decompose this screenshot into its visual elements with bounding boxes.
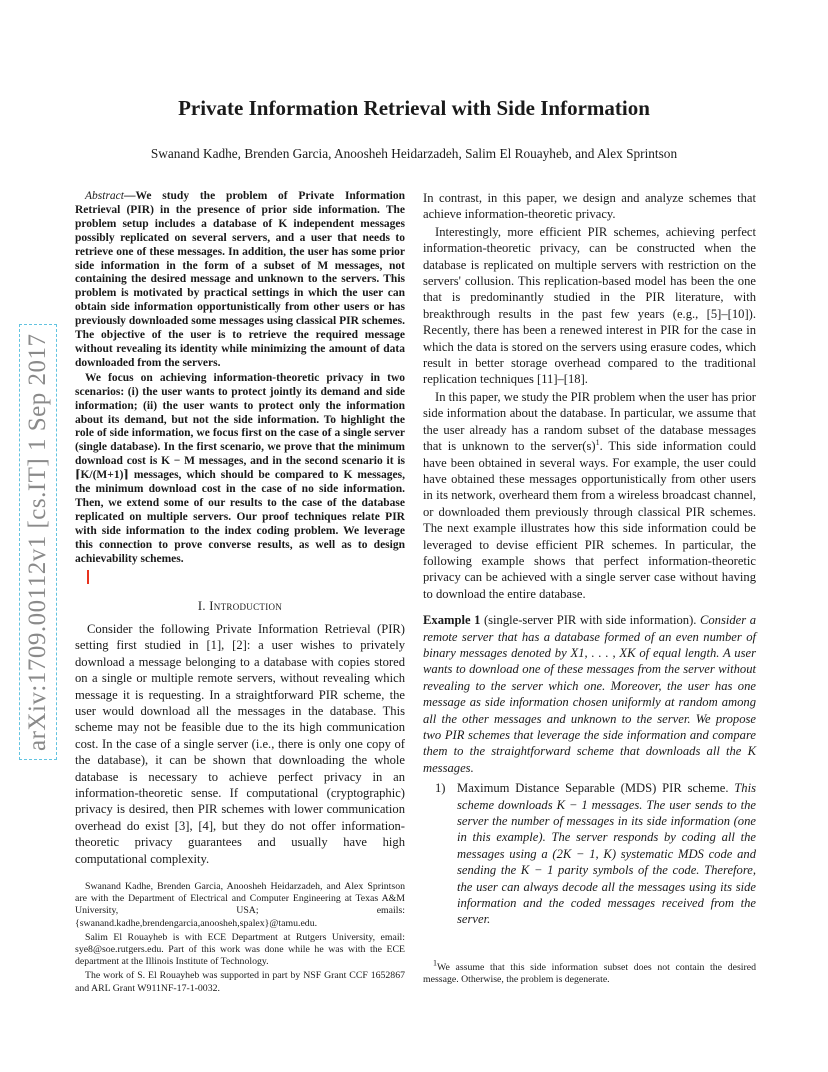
list-item-title: Maximum Distance Separable (MDS) PIR scheme. [457,781,735,796]
footnote-affiliation-1: Swanand Kadhe, Brenden Garcia, Anoosheh Heidarzadeh, and Alex Sprintson are with the Department of Electrical and Computer Engineering at Texas A&M University, USA; emails:{swanand.kadhe,brendengarcia,anoosheh,spalex}@tamu.edu. [75,881,405,929]
list-item-number: 1) [435,781,446,796]
footnote-affiliation-2: Salim El Rouayheb is with ECE Department at Rutgers University, email: sye8@soe.rutgers.edu. Part of this work was done while he was with the ECE department at the Illinois Institute of Technology. [75,931,405,968]
intro-paragraph: Consider the following Private Information Retrieval (PIR) setting first studied in [1], [2]: a user wishes to privately download a message belonging to a database with copies stored on a single or multiple remote servers, without revealing which message it is requesting. In a straightforward PIR scheme, the user would download all the messages in the database. This scheme may not be feasible due to the its high communication cost. In the case of a single server (i.e., there is only one copy of the database), it can be shown that downloading the whole database is necessary to achieve perfect privacy in an information-theoretic sense. If computational (cryptographic) privacy is desired, then PIR schemes with lower communication overhead do exist [3], [4], but they do not offer information-theoretic privacy guarantees and usually have high computational complexity. [75,621,405,866]
footnote-1 [423,958,756,986]
footnote-right [423,958,756,986]
section-heading-introduction: I. Introduction [197,599,283,614]
footnote-funding: The work of S. El Rouayheb was supported in part by NSF Grant CCF 1652867 and ARL Grant W911NF-17-1-0032. [75,970,405,994]
abstract-paragraph-2: We focus on achieving information-theoretic privacy in two scenarios: (i) the user wants to protect jointly its demand and side information; (ii) the user wants to protect only the information about its demand, but not the side information. To highlight the role of side information, we focus first on the case of a single server (single database). In the first scenario, we prove that the minimum download cost is K − M messages, and in the second scenario it is ⌈K/(M+1)⌉ messages, which should be compared to K messages, the minimum download cost in the case of no side information. Then, we extend some of our results to the case of the database replicated on multiple servers. Our proof techniques relate PIR with side information to the index coding problem. We leverage this connection to prove converse results, as well as to design achievability schemes. [75,371,405,565]
right-paragraph-2 [423,389,756,602]
list-item [423,780,756,928]
right-paragraph-1: Interestingly, more efficient PIR schemes, achieving perfect information-theoretic privacy, can be constructed when the database is replicated on multiple servers with restriction on the servers' collusion. This replication-based model has been the one that is predominantly studied in the PIR literature, with breakthrough results in the past few years (e.g., [5]–[10]). Recently, there has been a renewed interest in PIR for the case in which the data is stored on the servers using erasure codes, which result in better storage overhead compared to the traditional replication techniques [11]–[18]. [423,224,756,387]
abstract-paragraph-1 [75,190,405,371]
scheme-list [423,780,756,928]
footnote-1-mark: 1 [433,958,437,968]
example-1 [423,612,756,776]
footnotes-left [75,881,405,995]
example-paren: (single-server PIR with side information). [480,613,700,628]
right-paragraph-2a: In this paper, we study the PIR problem when the user has prior side information about the database. In particular, we assume that the user already has a random subset of the database messages that is unknown to the server(s) [423,389,756,454]
arxiv-stamp[interactable]: arXiv:1709.00112v1 [cs.IT] 1 Sep 2017 [19,324,57,760]
footnote-ref-1[interactable]: 1 [595,437,600,447]
example-body: Consider a remote server that has a database formed of an even number of binary messages denoted by X1, . . . , XK of equal length. A user wants to download one of these messages from the server without revealing to the server which one. Moreover, the user has one message as side information chosen uniformly at random among all the other messages and unknown to the server. We propose two PIR schemes that leverage the side information and compare them to the straightforward scheme that downloads all the K messages. [423,613,756,775]
left-column [75,190,405,867]
list-item-body: This scheme downloads K − 1 messages. The user sends to the server the number of messages in its side information (one in this example). The server responds by coding all the messages using a (2K − 1, K) systematic MDS code and sending the K − 1 parity symbols of the code. Therefore, the user can always decode all the messages using its side information and the coded messages received from the server. [457,781,756,927]
right-paragraph-0: In contrast, in this paper, we design and analyze schemes that achieve information-theoretic privacy. [423,191,756,222]
abstract-text-1: —We study the problem of Private Information Retrieval (PIR) in the presence of prior side information. The problem setup includes a database of K independent messages possibly replicated on several servers, and a user that needs to retrieve one of these messages. In addition, the user has some prior side information in the form of a subset of M messages, not containing the desired message and unknown to the servers. This problem is motivated by practical settings in which the user can obtain side information opportunistically from other users or has previously downloaded some messages using classical PIR schemes. The objective of the user is to retrieve the required message without revealing its identity while minimizing the amount of data downloaded from the servers. [75,190,405,369]
paper-title: Private Information Retrieval with Side Information [178,96,650,120]
right-paragraph-2b: . This side information could have been obtained in several ways. For example, the user could have obtained these messages opportunistically from other users in its network, overheard them from a wireless broadcast channel, or downloaded them previously through classical PIR schemes. The next example illustrates how this side information could be leveraged to devise efficient PIR schemes. In particular, the following example shows that perfect information-theoretic privacy can be achieved with a single server case without having to download the entire database. [423,439,756,601]
footnote-1-text: We assume that this side information subset does not contain the desired message. Otherwise, the problem is degenerate. [423,962,756,986]
example-label: Example 1 [423,613,481,628]
text-cursor-marker [87,570,89,584]
author-list: Swanand Kadhe, Brenden Garcia, Anoosheh Heidarzadeh, Salim El Rouayheb, and Alex Sprintson [150,146,678,161]
right-column [423,190,756,928]
abstract-lead: Abstract [85,190,124,202]
